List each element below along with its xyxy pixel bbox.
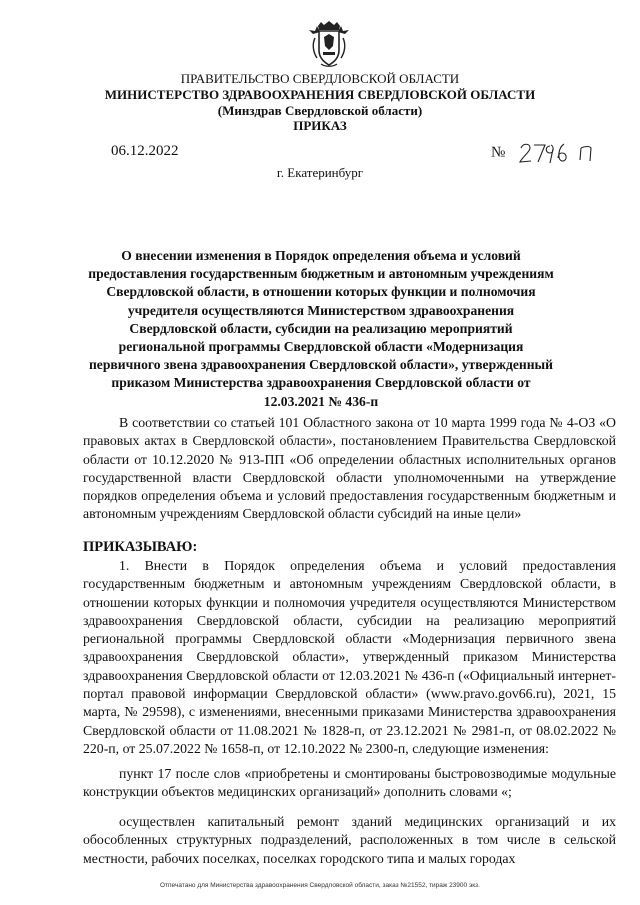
number-sign: № bbox=[491, 144, 506, 161]
amendment-paragraph bbox=[83, 765, 616, 802]
amendment-insert-paragraph bbox=[83, 813, 616, 868]
coat-of-arms-emblem bbox=[307, 20, 351, 68]
handwritten-number bbox=[517, 140, 599, 166]
ministry-short-name: (Минздрав Свердловской области) bbox=[217, 103, 423, 118]
clause-1-text: 1. Внести в Порядок определения объема и условий предоставления государственным бюджетным и автономным учреждениям Свердловской области, в отношении которых функции и полномочия учредителя осуществляются Министерством здравоохранения Свердловской области, субсидии на реализацию мероприятий региональной программы Свердловской области «Модернизация первичного звена здравоохранения Свердловской области», утвержденный приказом Министерства здравоохранения Свердловской области от 12.03.2021 № 436-п («Официальный интернет-портал правовой информации Свердловской области» (www.pravo.gov66.ru), 2021, 15 марта, № 29598), с изменениями, внесенными приказами Министерства здравоохранения Свердловской области от 11.08.2021 № 1828-п, от 23.12.2021 № 2981-п, от 08.02.2022 № 220-п, от 25.07.2022 № 1658-п, от 12.10.2022 № 2300-п, следующие изменения: bbox=[83, 558, 616, 756]
order-title: О внесении изменения в Порядок определения объема и условий предоставления государственным бюджетным и автономным учреждениям Свердловской области, в отношении которых функции и полномочия учредителя осуществляются Министерством здравоохранения Свердловской области, субсидии на реализацию мероприятий региональной программы Свердловской области «Модернизация первичного звена здравоохранения Свердловской области», утвержденный приказом Министерства здравоохранения Свердловской области от 12.03.2021 № 436-п bbox=[88, 248, 554, 409]
amendment-text: пункт 17 после слов «приобретены и смонтированы быстровозводимые модульные конструкции объектов медицинских организаций» дополнить словами «; bbox=[83, 766, 616, 800]
amendment-insert-text: осуществлен капитальный ремонт зданий медицинских организаций и их обособленных структурных подразделений, расположенных в том числе в сельской местности, рабочих поселках, поселках городского типа и малых городах bbox=[83, 814, 616, 866]
preamble-text: В соответствии со статьей 101 Областного закона от 10 марта 1999 года № 4-ОЗ «О правовых актах в Свердловской области», постановлением Правительства Свердловской области от 10.12.2020 № 913-ПП «Об определении областных исполнительных органов государственной власти Свердловской области уполномоченными на утверждение порядков определения объема и условий предоставления государственным бюджетным и автономным учреждениям Свердловской области субсидий на иные цели» bbox=[83, 415, 616, 522]
document-type: ПРИКАЗ bbox=[293, 118, 347, 133]
clause-1-paragraph bbox=[83, 557, 616, 758]
print-footer: Отпечатано для Министерства здравоохранения Свердловской области, заказ №21552, тираж 23900 экз. bbox=[160, 882, 480, 889]
city: г. Екатеринбург bbox=[276, 165, 364, 180]
order-number bbox=[491, 140, 599, 166]
preamble-paragraph bbox=[83, 414, 616, 524]
ministry-name: МИНИСТЕРСТВО ЗДРАВООХРАНЕНИЯ СВЕРДЛОВСКОЙ ОБЛАСТИ bbox=[104, 87, 536, 102]
order-word: ПРИКАЗЫВАЮ: bbox=[83, 539, 198, 555]
order-date: 06.12.2022 bbox=[111, 143, 179, 159]
government-name: ПРАВИТЕЛЬСТВО СВЕРДЛОВСКОЙ ОБЛАСТИ bbox=[180, 71, 460, 86]
